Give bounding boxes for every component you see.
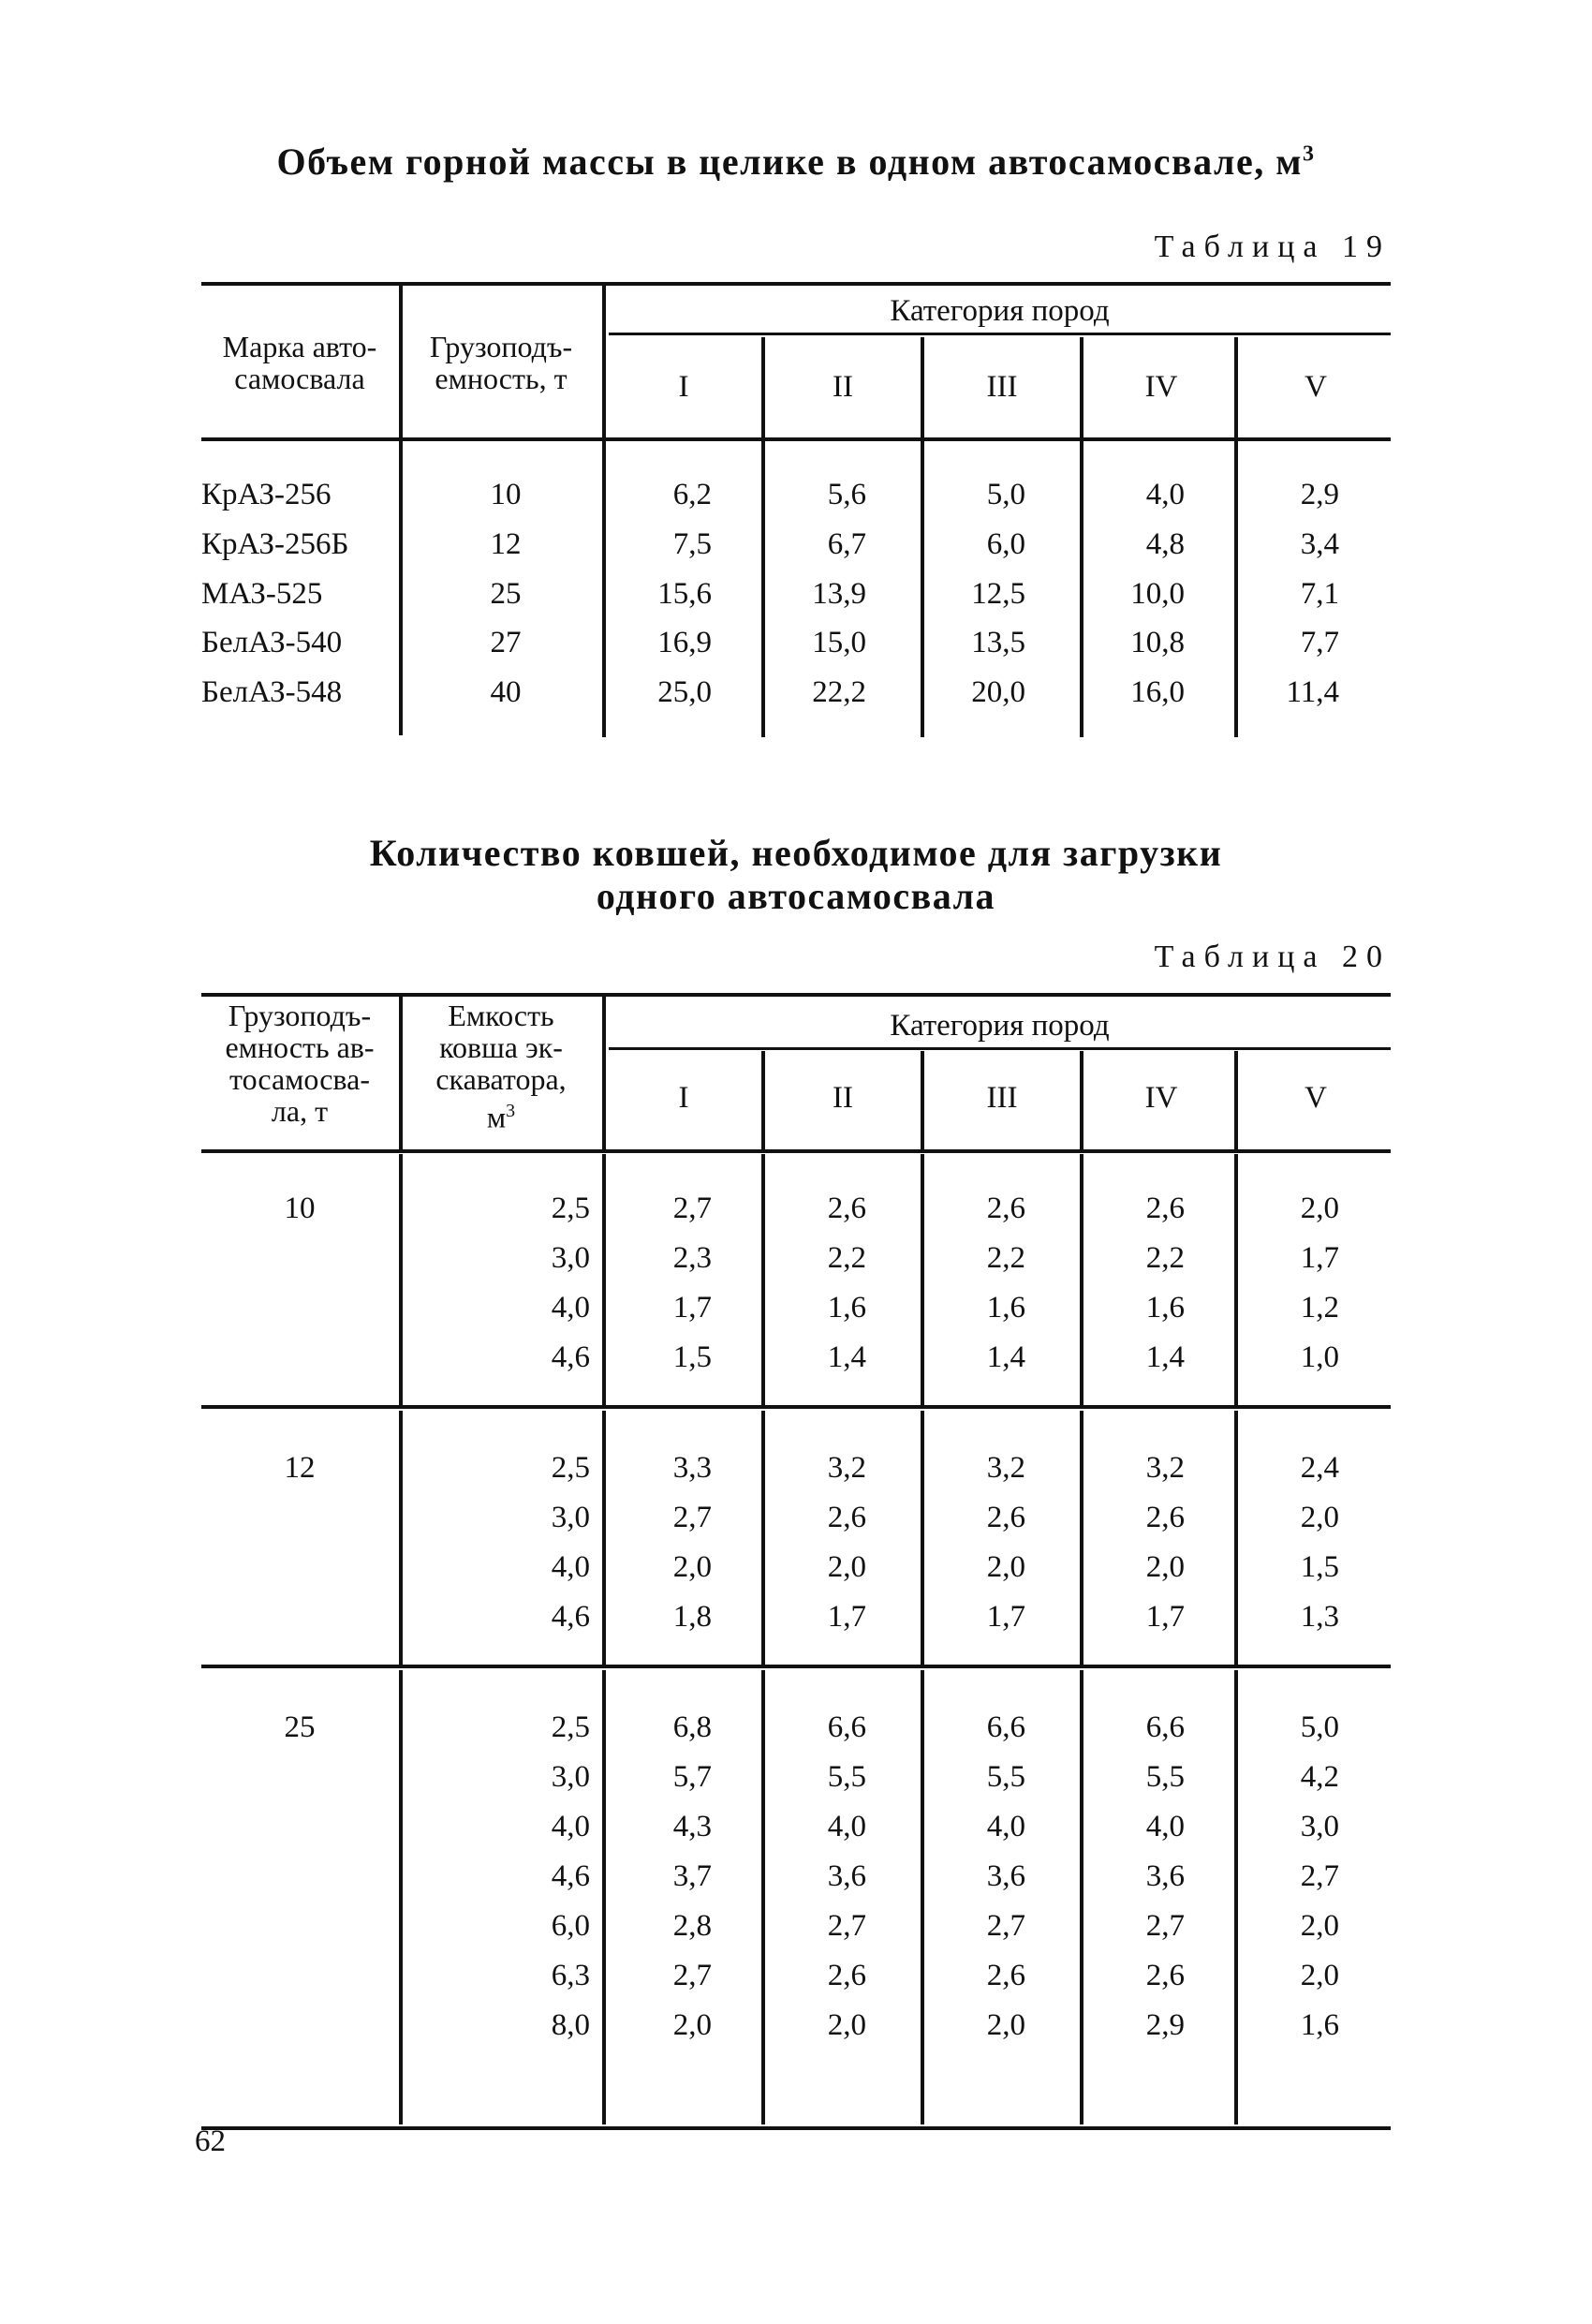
bucket-cell: 3,0 xyxy=(551,1241,590,1275)
value-cell: 2,6 xyxy=(827,1192,866,1225)
value-cell: 2,7 xyxy=(1145,1909,1185,1943)
value-cell: 2,0 xyxy=(1300,1192,1339,1225)
value-cell: 3,6 xyxy=(986,1859,1025,1893)
value-cell: 16,0 xyxy=(1130,675,1185,709)
value-cell: 2,0 xyxy=(1300,1959,1339,1992)
brand-divider xyxy=(399,284,403,440)
value-cell: 2,7 xyxy=(827,1909,866,1943)
brand-cell: БелАЗ-548 xyxy=(201,675,343,709)
value-cell: 2,6 xyxy=(827,1959,866,1992)
category-roman-2: II xyxy=(833,1081,853,1115)
category-roman-5: V xyxy=(1305,370,1327,404)
group-capacity-cell: 25 xyxy=(284,1710,316,1744)
value-cell: 5,5 xyxy=(827,1760,866,1794)
group-capacity-cell: 10 xyxy=(284,1192,316,1225)
value-cell: 6,0 xyxy=(986,527,1025,561)
value-cell: 6,7 xyxy=(827,527,866,561)
value-cell: 2,0 xyxy=(827,2008,866,2042)
capacity-cell: 12 xyxy=(490,527,522,561)
value-cell: 4,0 xyxy=(986,1810,1025,1843)
value-cell: 5,0 xyxy=(986,478,1025,511)
value-cell: 1,7 xyxy=(1300,1241,1339,1275)
value-cell: 4,0 xyxy=(1145,478,1185,511)
value-cell: 4,2 xyxy=(1300,1760,1339,1794)
value-cell: 2,0 xyxy=(1145,1550,1185,1584)
value-cell: 4,0 xyxy=(1145,1810,1185,1843)
value-cell: 2,6 xyxy=(986,1959,1025,1992)
capacity-cell: 25 xyxy=(490,577,522,611)
category-roman-3: III xyxy=(986,370,1018,404)
value-cell: 2,6 xyxy=(1145,1959,1185,1992)
value-cell: 3,2 xyxy=(827,1451,866,1485)
value-cell: 2,0 xyxy=(986,1550,1025,1584)
value-cell: 16,9 xyxy=(657,626,712,659)
value-cell: 2,6 xyxy=(986,1501,1025,1534)
category-roman-1: I xyxy=(678,1081,689,1115)
value-cell: 7,5 xyxy=(672,527,712,561)
table20-bottom-rule xyxy=(201,2126,1391,2130)
value-cell: 2,3 xyxy=(672,1241,712,1275)
value-cell: 5,5 xyxy=(986,1760,1025,1794)
value-cell: 2,0 xyxy=(672,2008,712,2042)
table19-label: Таблица 19 xyxy=(1154,229,1391,264)
table20-title xyxy=(0,832,1592,918)
capacity-cell: 10 xyxy=(490,478,522,511)
category-divider xyxy=(1080,337,1083,440)
value-cell: 20,0 xyxy=(971,675,1025,709)
bucket-cell: 2,5 xyxy=(551,1451,590,1485)
table19-title: Объем горной массы в целике в одном автосамосвале, $м^3$ xyxy=(276,141,1316,183)
page-number: 62 xyxy=(195,2124,226,2158)
value-cell: 2,7 xyxy=(986,1909,1025,1943)
table20-top-rule xyxy=(201,993,1391,997)
value-cell: 15,6 xyxy=(657,577,712,611)
capacity-header: Грузоподъ- емность, т xyxy=(429,330,573,395)
value-cell: 2,6 xyxy=(1145,1501,1185,1534)
value-cell: 1,7 xyxy=(672,1291,712,1325)
value-cell: 3,0 xyxy=(1300,1810,1339,1843)
value-cell: 1,7 xyxy=(986,1600,1025,1634)
bucket-cell: 2,5 xyxy=(551,1192,590,1225)
capacity-cell: 40 xyxy=(490,675,522,709)
value-cell: 3,7 xyxy=(672,1859,712,1893)
value-cell: 7,7 xyxy=(1300,626,1339,659)
bucket-cell: 4,0 xyxy=(551,1291,590,1325)
category-roman-2: II xyxy=(833,370,853,404)
value-cell: 2,8 xyxy=(672,1909,712,1943)
category-divider xyxy=(761,1051,765,1152)
value-cell: 6,6 xyxy=(827,1710,866,1744)
brand-cell: МАЗ-525 xyxy=(201,577,323,611)
value-cell: 3,3 xyxy=(672,1451,712,1485)
capacity-divider xyxy=(399,995,403,1152)
value-cell: 6,6 xyxy=(986,1710,1025,1744)
group-separator-rule xyxy=(201,1405,1391,1409)
bucket-cell: 3,0 xyxy=(551,1501,590,1534)
brand-cell: КрАЗ-256Б xyxy=(201,527,349,561)
category-roman-5: V xyxy=(1305,1081,1327,1115)
value-cell: 3,2 xyxy=(1145,1451,1185,1485)
column-divider xyxy=(399,1411,403,1666)
value-cell: 1,4 xyxy=(1145,1340,1185,1374)
value-cell: 6,8 xyxy=(672,1710,712,1744)
bucket-cell: 4,0 xyxy=(551,1550,590,1584)
bucket-cell: 6,0 xyxy=(551,1909,590,1943)
value-cell: 1,8 xyxy=(672,1600,712,1634)
column-divider xyxy=(399,1670,403,2124)
bucket-cell: 4,6 xyxy=(551,1859,590,1893)
value-cell: 2,0 xyxy=(1300,1501,1339,1534)
value-cell: 2,2 xyxy=(1145,1241,1185,1275)
value-cell: 2,6 xyxy=(827,1501,866,1534)
value-cell: 7,1 xyxy=(1300,577,1339,611)
value-cell: 1,5 xyxy=(672,1340,712,1374)
value-cell: 4,0 xyxy=(827,1810,866,1843)
category-divider xyxy=(921,337,924,440)
bucket-cell: 2,5 xyxy=(551,1710,590,1744)
value-cell: 5,5 xyxy=(1145,1760,1185,1794)
column-divider xyxy=(399,1154,403,1407)
value-cell: 4,8 xyxy=(1145,527,1185,561)
value-cell: 1,6 xyxy=(827,1291,866,1325)
category-divider xyxy=(1234,1051,1238,1152)
value-cell: 2,9 xyxy=(1145,2008,1185,2042)
value-cell: 2,0 xyxy=(827,1550,866,1584)
value-cell: 3,6 xyxy=(827,1859,866,1893)
value-cell: 2,0 xyxy=(986,2008,1025,2042)
bucket-cell: 4,6 xyxy=(551,1600,590,1634)
category-header: Категория пород xyxy=(890,294,1110,328)
value-cell: 5,6 xyxy=(827,478,866,511)
value-cell: 13,9 xyxy=(812,577,866,611)
value-cell: 22,2 xyxy=(812,675,866,709)
value-cell: 1,4 xyxy=(827,1340,866,1374)
value-cell: 2,7 xyxy=(672,1501,712,1534)
bucket-cell: 6,3 xyxy=(551,1959,590,1992)
bucket-cell: 8,0 xyxy=(551,2008,590,2042)
category-divider xyxy=(1234,337,1238,440)
value-cell: 3,4 xyxy=(1300,527,1339,561)
bucket-header: Емкость ковша эк- скаватора, $м^3$ xyxy=(435,999,567,1134)
value-cell: 4,3 xyxy=(672,1810,712,1843)
value-cell: 1,7 xyxy=(1145,1600,1185,1634)
table20-category-rule xyxy=(609,1047,1391,1050)
value-cell: 2,4 xyxy=(1300,1451,1339,1485)
brand-cell: БелАЗ-540 xyxy=(201,626,343,659)
capacity-cell: 27 xyxy=(490,626,522,659)
category-divider xyxy=(761,337,765,440)
value-cell: 5,7 xyxy=(672,1760,712,1794)
value-cell: 2,7 xyxy=(1300,1859,1339,1893)
value-cell: 1,4 xyxy=(986,1340,1025,1374)
value-cell: 2,0 xyxy=(672,1550,712,1584)
value-cell: 25,0 xyxy=(657,675,712,709)
category-divider xyxy=(1080,1051,1083,1152)
value-cell: 1,6 xyxy=(986,1291,1025,1325)
value-cell: 1,5 xyxy=(1300,1550,1339,1584)
value-cell: 2,9 xyxy=(1300,478,1339,511)
table20-header-rule xyxy=(201,1149,1391,1153)
category-divider xyxy=(921,1051,924,1152)
category-roman-4: IV xyxy=(1144,370,1178,404)
brand-cell: КрАЗ-256 xyxy=(201,478,332,511)
category-header: Категория пород xyxy=(890,1009,1110,1043)
value-cell: 2,0 xyxy=(1300,1909,1339,1943)
brand-divider xyxy=(399,440,403,735)
bucket-cell: 3,0 xyxy=(551,1760,590,1794)
value-cell: 1,0 xyxy=(1300,1340,1339,1374)
value-cell: 5,0 xyxy=(1300,1710,1339,1744)
value-cell: 6,6 xyxy=(1145,1710,1185,1744)
group-separator-rule xyxy=(201,1665,1391,1668)
value-cell: 2,7 xyxy=(672,1959,712,1992)
value-cell: 13,5 xyxy=(971,626,1025,659)
table19-category-rule xyxy=(609,333,1391,335)
value-cell: 3,2 xyxy=(986,1451,1025,1485)
value-cell: 10,0 xyxy=(1130,577,1185,611)
value-cell: 3,6 xyxy=(1145,1859,1185,1893)
value-cell: 2,2 xyxy=(986,1241,1025,1275)
value-cell: 1,3 xyxy=(1300,1600,1339,1634)
category-roman-3: III xyxy=(986,1081,1018,1115)
value-cell: 1,2 xyxy=(1300,1291,1339,1325)
value-cell: 2,6 xyxy=(986,1192,1025,1225)
value-cell: 10,8 xyxy=(1130,626,1185,659)
value-cell: 1,7 xyxy=(827,1600,866,1634)
group-capacity-cell: 12 xyxy=(284,1451,316,1485)
brand-header: Марка авто- самосвала xyxy=(222,330,377,395)
value-cell: 12,5 xyxy=(971,577,1025,611)
value-cell: 1,6 xyxy=(1300,2008,1339,2042)
category-roman-1: I xyxy=(678,370,689,404)
table19-header-rule xyxy=(201,437,1391,441)
bucket-cell: 4,0 xyxy=(551,1810,590,1843)
table19-top-rule xyxy=(201,282,1391,286)
bucket-divider xyxy=(602,995,606,1152)
value-cell: 11,4 xyxy=(1286,675,1339,709)
table20-label: Таблица 20 xyxy=(1154,940,1391,974)
value-cell: 6,2 xyxy=(672,478,712,511)
value-cell: 1,6 xyxy=(1145,1291,1185,1325)
value-cell: 15,0 xyxy=(812,626,866,659)
bucket-cell: 4,6 xyxy=(551,1340,590,1374)
capacity-header: Грузоподъ- емность ав- тосамосва- ла, т xyxy=(225,999,375,1128)
table20-title-line2: одного автосамосвала xyxy=(596,875,996,917)
table20-title-line1: Количество ковшей, необходимое для загрузки xyxy=(369,832,1223,874)
value-cell: 2,7 xyxy=(672,1192,712,1225)
category-roman-4: IV xyxy=(1144,1081,1178,1115)
value-cell: 2,2 xyxy=(827,1241,866,1275)
value-cell: 2,6 xyxy=(1145,1192,1185,1225)
